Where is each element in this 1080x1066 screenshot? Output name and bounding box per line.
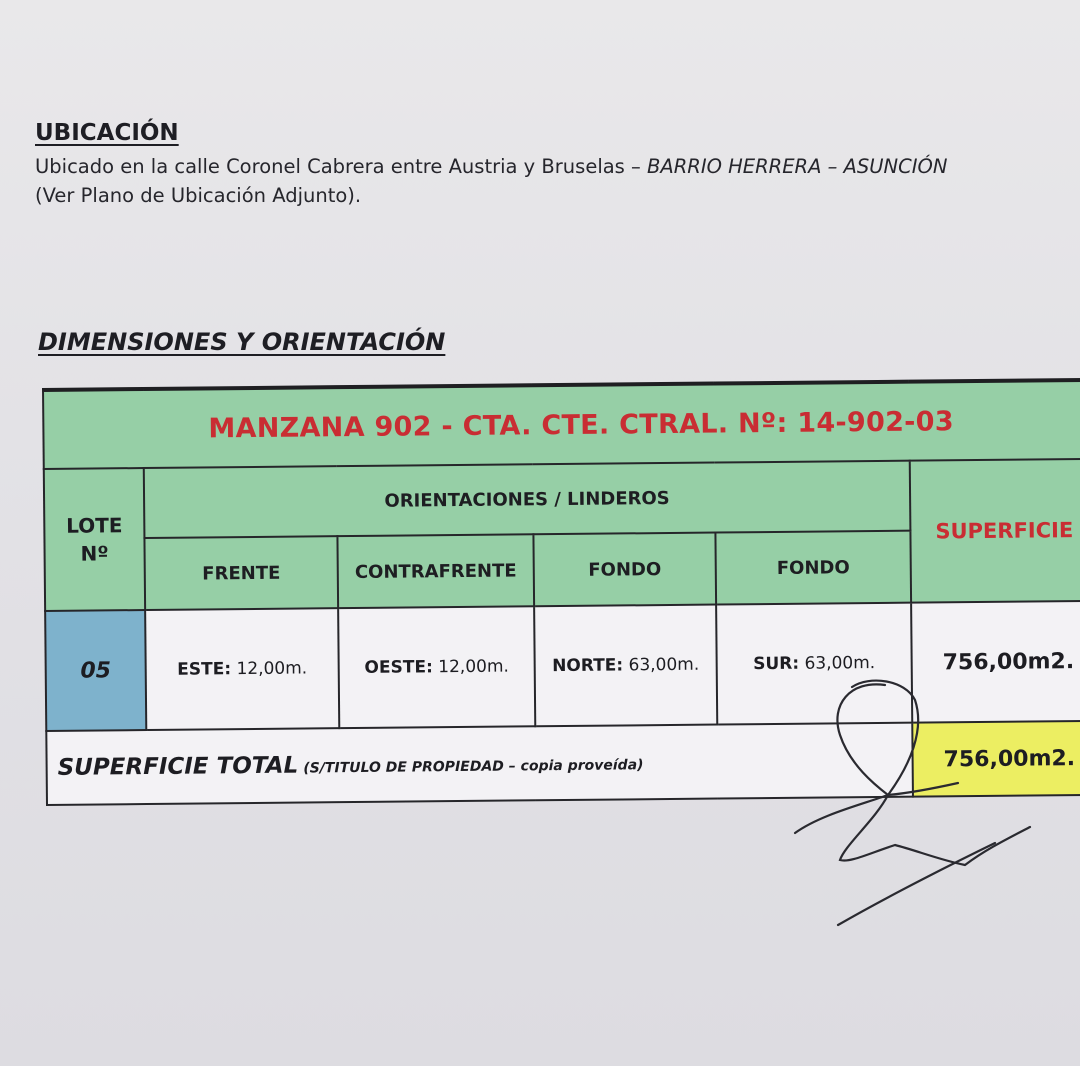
- lote-number: 05: [45, 610, 146, 731]
- total-note: (S/TITULO DE PROPIEDAD – copia proveída): [303, 757, 644, 777]
- norte-direction: NORTE:: [552, 655, 624, 677]
- ubicacion-heading: UBICACIÓN: [35, 120, 179, 146]
- total-label: SUPERFICIE TOTAL: [57, 752, 299, 781]
- handwritten-signature: [790, 675, 1040, 935]
- lote-header-label: LOTE: [66, 513, 123, 538]
- column-header-contrafrente: CONTRAFRENTE: [337, 534, 534, 608]
- fondo-norte-cell: [534, 605, 717, 727]
- location-line-1: [35, 155, 947, 178]
- column-header-frente: FRENTE: [144, 536, 338, 610]
- contrafrente-value: 12,00m.: [432, 656, 509, 678]
- column-header-fondo-sur: FONDO: [715, 531, 911, 605]
- total-label-cell: [46, 723, 913, 805]
- dimensiones-heading: DIMENSIONES Y ORIENTACIÓN: [38, 328, 446, 356]
- location-barrio: BARRIO HERRERA – ASUNCIÓN: [647, 155, 948, 178]
- total-value: 756,00m2.: [912, 721, 1080, 797]
- contrafrente-cell: [338, 606, 535, 728]
- lote-header: [44, 468, 145, 611]
- frente-direction: ESTE:: [177, 659, 232, 680]
- sur-value: 63,00m.: [799, 653, 876, 674]
- table-title: MANZANA 902 - CTA. CTE. CTRAL. Nº: 14-902-03: [43, 380, 1080, 469]
- frente-value: 12,00m.: [231, 658, 308, 680]
- norte-value: 63,00m.: [623, 654, 700, 676]
- frente-cell: [145, 608, 339, 730]
- superficie-header: SUPERFICIE: [910, 459, 1080, 603]
- location-text: Ubicado en la calle Coronel Cabrera entre Austria y Bruselas –: [35, 155, 647, 178]
- orientaciones-header: ORIENTACIONES / LINDEROS: [144, 461, 911, 538]
- location-line-2: (Ver Plano de Ubicación Adjunto).: [35, 184, 362, 207]
- contrafrente-direction: OESTE:: [364, 657, 433, 678]
- sur-direction: SUR:: [753, 653, 800, 675]
- column-header-fondo-norte: FONDO: [533, 533, 716, 607]
- superficie-value: 756,00m2.: [911, 601, 1080, 723]
- lote-header-number: Nº: [80, 541, 109, 566]
